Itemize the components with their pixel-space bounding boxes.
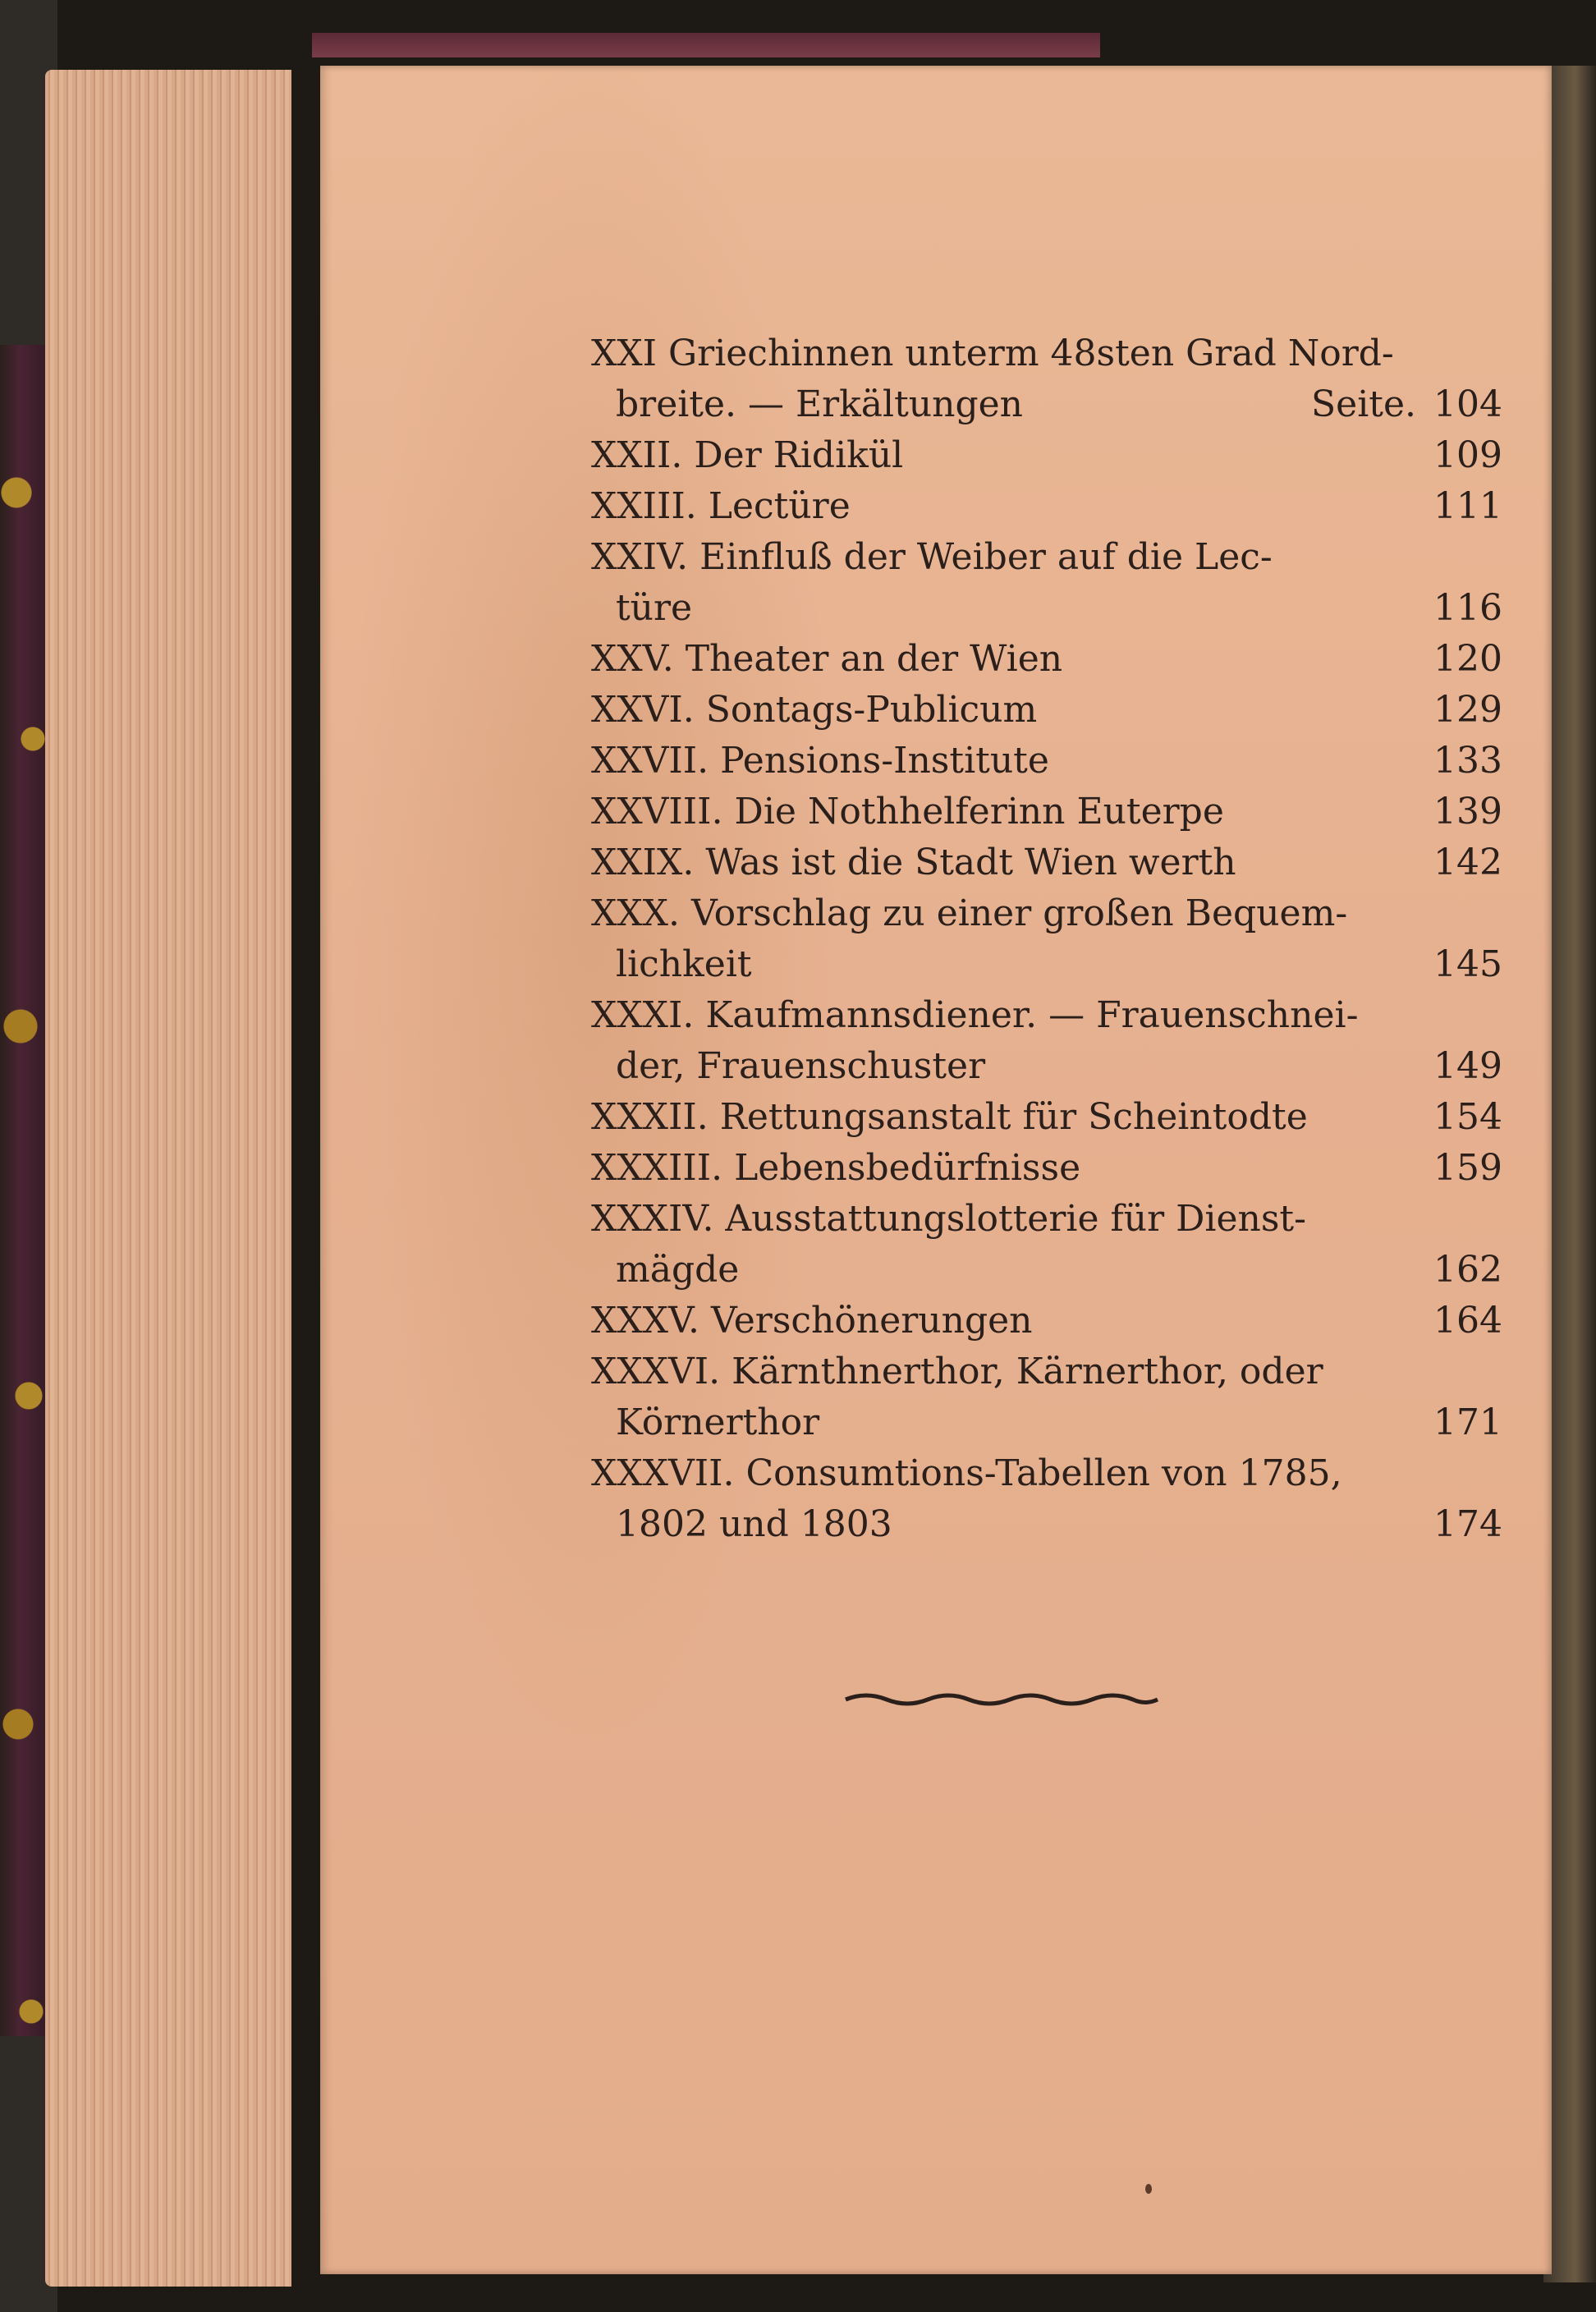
- ornament-swash: [846, 1695, 1158, 1704]
- toc-page-number: 164: [1433, 1300, 1502, 1342]
- toc-line: [591, 1499, 1502, 1550]
- toc-page-number: 154: [1433, 1096, 1502, 1138]
- toc-entry: 1802 und 1803: [616, 1503, 892, 1545]
- toc-entry: Körnerthor: [616, 1401, 820, 1443]
- toc-entry: XXXV. Verschönerungen: [591, 1300, 1033, 1342]
- toc-page-number: 139: [1433, 791, 1502, 833]
- toc-line: [591, 1448, 1502, 1499]
- toc-page-number: 116: [1433, 587, 1502, 629]
- toc-entry: türe: [616, 587, 693, 629]
- toc-entry: lichkeit: [616, 943, 752, 985]
- toc-entry: XXX. Vorschlag zu einer großen Bequem-: [591, 892, 1348, 934]
- toc-entry: XXXI. Kaufmannsdiener. — Frauenschnei-: [591, 994, 1359, 1036]
- toc-line: [591, 379, 1502, 430]
- toc-line: [591, 1041, 1502, 1092]
- toc-line: [591, 532, 1502, 583]
- toc-entry: mägde: [616, 1249, 740, 1291]
- toc-entry: XXII. Der Ridikül: [591, 434, 904, 476]
- toc-page-number: 129: [1433, 689, 1502, 731]
- toc-line: [591, 1397, 1502, 1448]
- toc-page-number: 145: [1433, 943, 1502, 985]
- toc-line: [591, 990, 1502, 1041]
- ornament-divider: [837, 1687, 1166, 1712]
- ink-spot: [1145, 2184, 1152, 2194]
- toc-line: [591, 1245, 1502, 1296]
- toc-entry: XXXVI. Kärnthnerthor, Kärnerthor, oder: [591, 1351, 1323, 1392]
- toc-entry: XXI Griechinnen unterm 48sten Grad Nord-: [591, 333, 1394, 374]
- toc-line: [591, 1143, 1502, 1194]
- toc-page-number: 159: [1433, 1147, 1502, 1189]
- toc-line: [591, 837, 1502, 888]
- toc-entry: XXXII. Rettungsanstalt für Scheintodte: [591, 1096, 1308, 1138]
- toc-page-number: 162: [1433, 1249, 1502, 1291]
- toc-line: [591, 634, 1502, 685]
- toc-page-number: 133: [1433, 740, 1502, 782]
- toc-entry: XXIV. Einfluß der Weiber auf die Lec-: [591, 536, 1273, 578]
- toc-entry: XXIX. Was ist die Stadt Wien werth: [591, 842, 1236, 883]
- toc-page-number: 149: [1433, 1045, 1502, 1087]
- toc-line: [591, 430, 1502, 481]
- toc-line: [591, 787, 1502, 837]
- toc-line: [591, 583, 1502, 634]
- table-of-contents: [591, 328, 1502, 1550]
- toc-page-number: 142: [1433, 842, 1502, 883]
- toc-seite-label: Seite.: [1311, 383, 1416, 425]
- toc-line: [591, 1346, 1502, 1397]
- toc-entry: der, Frauenschuster: [616, 1045, 986, 1087]
- toc-entry: XXXVII. Consumtions-Tabellen von 1785,: [591, 1452, 1342, 1494]
- toc-page-number: 120: [1433, 638, 1502, 680]
- toc-entry: XXXIV. Ausstattungslotterie für Dienst-: [591, 1198, 1306, 1240]
- toc-entry: XXXIII. Lebensbedürfnisse: [591, 1147, 1081, 1189]
- toc-line: [591, 481, 1502, 532]
- toc-page-number: 171: [1433, 1401, 1502, 1443]
- toc-line: [591, 939, 1502, 990]
- toc-line: [591, 1296, 1502, 1346]
- toc-entry: breite. — Erkältungen: [616, 383, 1024, 425]
- toc-entry: XXIII. Lectüre: [591, 485, 851, 527]
- toc-entry: XXVIII. Die Nothhelferinn Euterpe: [591, 791, 1224, 833]
- toc-line: [591, 1194, 1502, 1245]
- toc-entry: XXVI. Sontags-Publicum: [591, 689, 1038, 731]
- toc-line: [591, 1092, 1502, 1143]
- toc-page-number: 109: [1433, 434, 1502, 476]
- toc-page-number: 104: [1433, 383, 1502, 425]
- toc-line: [591, 888, 1502, 939]
- book-headband: [312, 33, 1100, 57]
- page-block-edges: [45, 70, 291, 2287]
- book-page: [320, 66, 1552, 2274]
- toc-page-number: 111: [1433, 485, 1502, 527]
- toc-line: [591, 328, 1502, 379]
- toc-entry: XXV. Theater an der Wien: [591, 638, 1063, 680]
- toc-page-number: 174: [1433, 1503, 1502, 1545]
- toc-entry: XXVII. Pensions-Institute: [591, 740, 1049, 782]
- toc-line: [591, 685, 1502, 736]
- toc-line: [591, 736, 1502, 787]
